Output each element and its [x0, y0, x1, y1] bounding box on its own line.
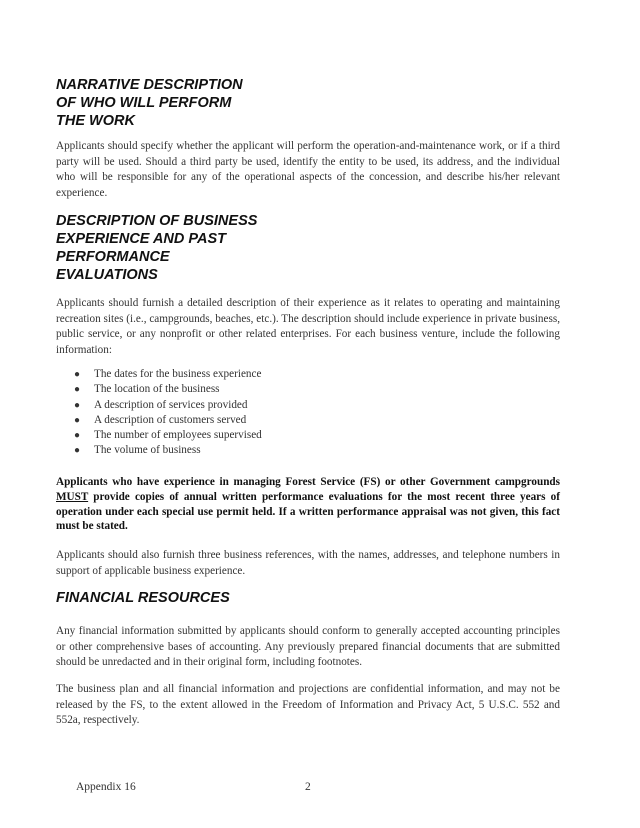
must-emphasis: MUST: [56, 490, 89, 503]
bullet-icon: ●: [74, 430, 81, 442]
list-item: ● The dates for the business experience: [56, 367, 456, 382]
footer-appendix-label: Appendix 16: [76, 781, 136, 793]
business-heading: DESCRIPTION OF BUSINESS EXPERIENCE AND PAST PERFORMANCE EVALUATIONS: [56, 213, 258, 283]
narrative-paragraph: Applicants should specify whether the applicant will perform the operation-and-maintenance work, or if a third party will be used. Should a third party be used, identify the entity to be used, its address, and the individual who will be responsible for any of the operational aspects of the concession, and describe his/her relevant experience.: [56, 140, 560, 199]
bullet-icon: ●: [74, 414, 81, 426]
bullet-icon: ●: [74, 369, 81, 380]
financial-paragraph-1: Any financial information submitted by applicants should conform to generally accepted accounting principles or other comprehensive bases of accounting. Any previously prepared financial documents that are submitted should be unredacted and in their original form, including footnotes.: [56, 625, 560, 669]
list-item: ● The location of the business: [56, 382, 456, 397]
list-item: ● The volume of business: [56, 443, 456, 458]
bullet-icon: ●: [74, 399, 81, 411]
financial-heading: FINANCIAL RESOURCES: [56, 590, 230, 606]
references-paragraph: Applicants should also furnish three business references, with the names, addresses, and telephone numbers in support of applicable business experience.: [56, 549, 560, 577]
bullet-icon: ●: [74, 384, 81, 396]
list-item: ● The number of employees supervised: [56, 428, 456, 443]
business-paragraph: Applicants should furnish a detailed description of their experience as it relates to operating and maintaining recreation sites (i.e., campgrounds, beaches, etc.). The description should include experience in private business, public service, or any nonprofit or other related enterprises. For each business venture, include the following information:: [56, 297, 560, 356]
footer-page-number: 2: [305, 781, 311, 793]
financial-paragraph-2: The business plan and all financial information and projections are confidential information, and may not be released by the FS, to the extent allowed in the Freedom of Information and Privacy Act, 5 U.S.C. 552 and 552a, respectively.: [56, 683, 560, 727]
list-item: ● A description of customers served: [56, 413, 456, 428]
business-info-list: [56, 367, 456, 459]
narrative-heading: NARRATIVE DESCRIPTION OF WHO WILL PERFORM THE WORK: [56, 77, 243, 129]
performance-evaluation-notice: Applicants who have experience in managing Forest Service (FS) or other Government campgrounds MUST provide copies of annual written performance evaluations for the most recent three years of operation under each special use permit held. If a written performance appraisal was not given, this fact must be stated.: [56, 476, 560, 533]
bullet-icon: ●: [74, 445, 81, 457]
list-item: ● A description of services provided: [56, 398, 456, 413]
